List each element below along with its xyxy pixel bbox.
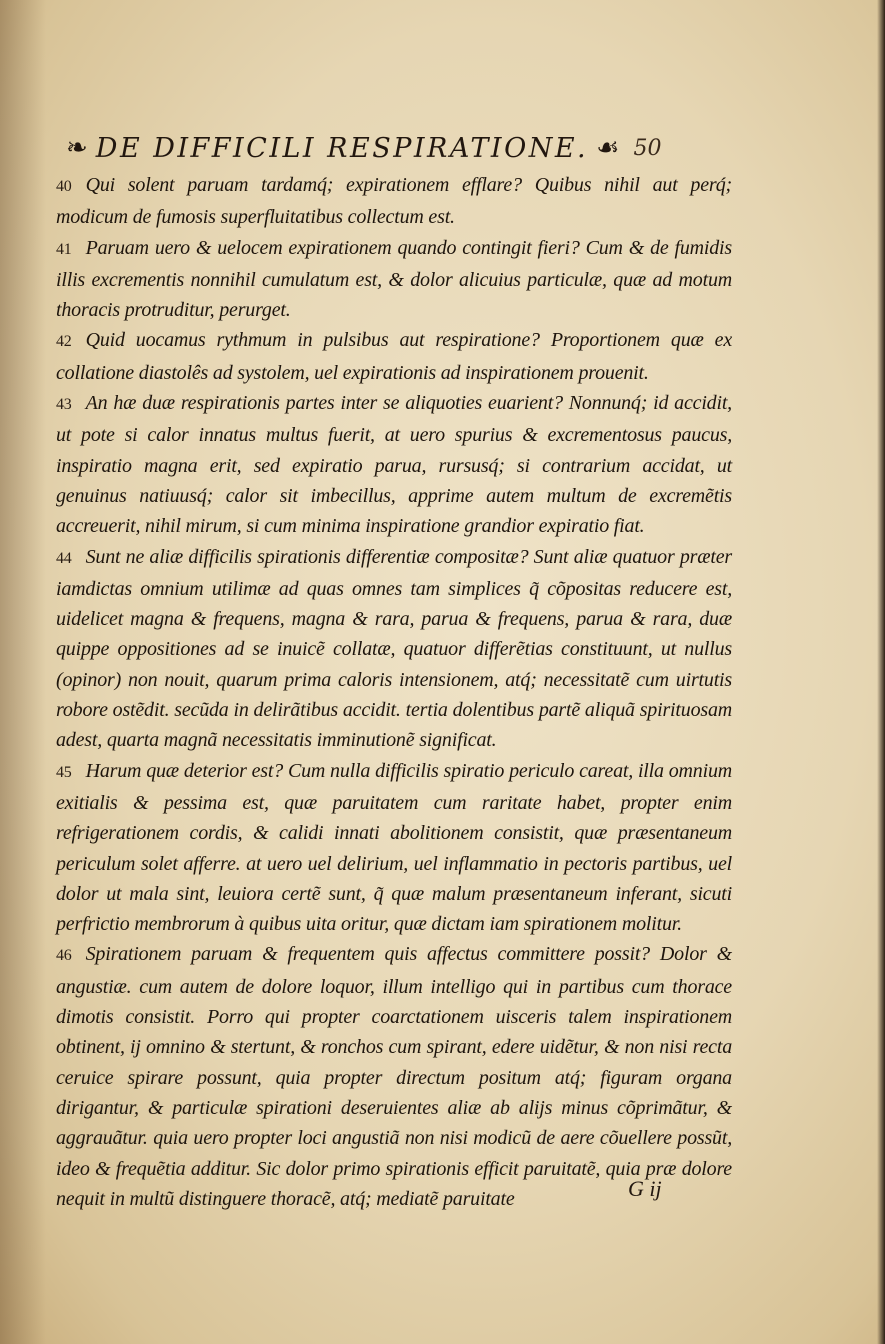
paragraph-40 bbox=[56, 170, 732, 233]
question-number: 42 bbox=[56, 333, 72, 351]
question-number: 40 bbox=[56, 178, 72, 195]
question-number: 45 bbox=[56, 763, 72, 781]
paragraph-text: Sunt ne aliæ difficilis spirationis differentiæ compositæ? Sunt aliæ quatuor præter iamdictas omnium utilimæ ad quas omnes tam simplices q̃ cõpositas reducere est, uidelicet magna & frequens, magna & rara, parua & frequens, parua & rara, duæ quippe oppositiones ad se inuicẽ collatæ, quatuor differẽtias constituunt, ut nullus (opinor) non nouit, quarum prima caloris intensionem, atq́; necessitatẽ cum uirtutis robore ostẽdit. secũda in delirãtibus accidit. tertia dolentibus partẽ aliquã spirituosam adest, quarta magnã necessitatis imminutionẽ significat. bbox=[56, 545, 732, 752]
fleuron-right-icon: ☙ bbox=[596, 133, 620, 163]
paragraph-text: Qui solent paruam tardamq́; expirationem efflare? Quibus nihil aut perq́; modicum de fumosis superfluitatibus collectum est. bbox=[56, 174, 732, 229]
running-header bbox=[66, 126, 746, 170]
question-number: 43 bbox=[56, 396, 72, 414]
fleuron-left-icon: ❧ bbox=[66, 133, 88, 163]
page-number: 50 bbox=[633, 135, 662, 161]
page-body bbox=[56, 170, 732, 1214]
question-number: 44 bbox=[56, 549, 72, 567]
paragraph-text: An hæ duæ respirationis partes inter se aliquoties euarient? Nonnunq́; id accidit, ut pote si calor innatus multus fuerit, at uero spurius & excrementosus paucus, inspiratio magna erit, sed expiratio parua, rursusq́; si contrarium accidat, ut genuinus natiuusq́; calor sit imbecillus, apprime autem multum de excremẽtis accreuerit, nihil mirum, si cum minima inspiratione grandior expiratio fiat. bbox=[56, 392, 732, 538]
paragraph-text: Quid uocamus rythmum in pulsibus aut respiratione? Proportionem quæ ex collatione diastolês ad systolem, uel expirationis ad inspirationem prouenit. bbox=[56, 329, 732, 384]
paragraph-43 bbox=[56, 388, 732, 541]
signature-mark: G ij bbox=[628, 1176, 662, 1201]
paragraph-46 bbox=[56, 939, 732, 1214]
paragraph-text: Harum quæ deterior est? Cum nulla difficilis spiratio periculo careat, illa omnium exitialis & pessima est, quæ paruitatem cum raritate habet, propter enim refrigerationem cordis, & calidi innati abolitionem consistit, quæ præsentaneum periculum solet afferre. at uero uel delirium, uel inflammatio in pectoris partibus, uel dolor ut mala sint, leuiora certẽ sunt, q̃ quæ malum præsentaneum inferant, sicuti perfrictio membrorum à quibus uita oritur, quæ dictam iam spirationem molitur. bbox=[56, 759, 732, 936]
paragraph-42 bbox=[56, 325, 732, 388]
paragraph-text: Paruam uero & uelocem expirationem quando contingit fieri? Cum & de fumidis illis excrementis nonnihil cumulatum est, & dolor alicuius particulæ, quæ ad motum thoracis protruditur, perurget. bbox=[56, 236, 732, 322]
question-number: 46 bbox=[56, 947, 72, 965]
running-title: DE DIFFICILI RESPIRATIONE. bbox=[95, 132, 589, 164]
paragraph-44 bbox=[56, 542, 732, 756]
paragraph-45 bbox=[56, 756, 732, 940]
question-number: 41 bbox=[56, 240, 72, 258]
paragraph-41 bbox=[56, 233, 732, 326]
paragraph-text: Spirationem paruam & frequentem quis affectus committere possit? Dolor & angustiæ. cum autem de dolore loquor, illum intelligo qui in partibus cum thorace dimotis consistit. Porro qui propter coarctationem uisceris talem inspirationem obtinent, ij omnino & stertunt, & ronchos cum spirant, edere uidẽtur, & non nisi recta ceruice spirare possunt, quia propter directum positum atq́; figuram organa dirigantur, & particulæ spirationi deseruientes aliæ ab alijs minus cõprimãtur, & aggrauãtur. quia uero propter loci angustiã non nisi modicũ de aere cõuellere possũt, ideo & frequẽtia additur. Sic dolor primo spirationis efficit paruitatẽ, quia præ dolore nequit in multũ distinguere thoracẽ, atq́; mediatẽ paruitate bbox=[56, 943, 732, 1210]
